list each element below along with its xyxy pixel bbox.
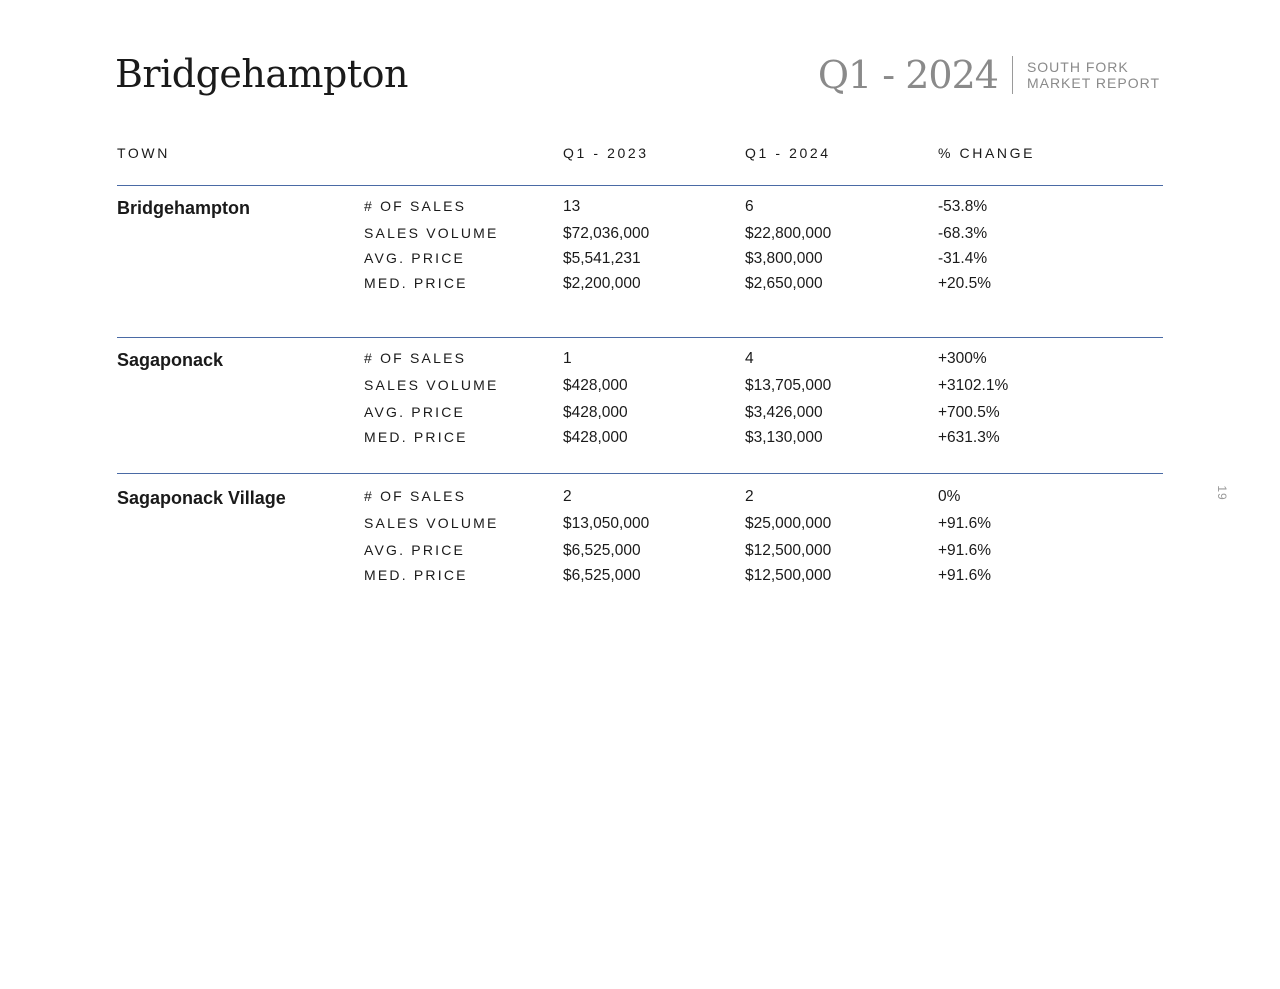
table-cell-change: +20.5% <box>938 275 992 292</box>
metric-label: # OF SALES <box>364 350 467 366</box>
table-cell-change: +91.6% <box>938 567 992 584</box>
report-name-line2: MARKET REPORT <box>1026 75 1160 91</box>
metric-label: AVG. PRICE <box>364 404 466 420</box>
table-cell-q1-2023: $6,525,000 <box>563 542 641 559</box>
table-cell-q1-2023: $5,541,231 <box>563 250 641 267</box>
metric-label: MED. PRICE <box>364 567 468 583</box>
column-header-change: % CHANGE <box>938 145 1036 161</box>
section-divider <box>117 473 1163 474</box>
column-header-town: TOWN <box>117 145 170 161</box>
table-cell-q1-2024: $2,650,000 <box>745 275 823 292</box>
section-divider <box>117 337 1163 338</box>
table-cell-change: +91.6% <box>938 542 992 559</box>
town-name: Bridgehampton <box>117 198 250 218</box>
table-cell-q1-2024: $12,500,000 <box>745 567 832 584</box>
table-cell-q1-2024: 2 <box>745 488 754 505</box>
column-header-q1-2023: Q1 - 2023 <box>563 145 649 161</box>
section-divider <box>117 185 1163 186</box>
report-name-line1: SOUTH FORK <box>1026 59 1129 75</box>
page-number: 19 <box>1215 485 1229 501</box>
table-cell-q1-2024: $22,800,000 <box>745 225 832 242</box>
column-header-q1-2024: Q1 - 2024 <box>745 145 831 161</box>
table-cell-change: -53.8% <box>938 198 988 215</box>
table-cell-change: +3102.1% <box>938 377 1009 394</box>
table-cell-q1-2023: $13,050,000 <box>563 515 650 532</box>
metric-label: AVG. PRICE <box>364 542 466 558</box>
header-divider <box>1012 56 1013 94</box>
table-cell-q1-2024: 6 <box>745 198 754 215</box>
metric-label: SALES VOLUME <box>364 377 499 393</box>
table-cell-q1-2024: $13,705,000 <box>745 377 832 394</box>
report-quarter: Q1 - 2024 <box>817 53 998 97</box>
table-cell-change: 0% <box>938 488 961 505</box>
town-name: Sagaponack Village <box>117 488 286 508</box>
page-title: Bridgehampton <box>115 52 408 96</box>
table-cell-q1-2024: $12,500,000 <box>745 542 832 559</box>
metric-label: SALES VOLUME <box>364 515 499 531</box>
metric-label: SALES VOLUME <box>364 225 499 241</box>
table-cell-q1-2024: $3,130,000 <box>745 429 823 446</box>
table-cell-q1-2024: $3,426,000 <box>745 404 823 421</box>
table-cell-change: +91.6% <box>938 515 992 532</box>
metric-label: MED. PRICE <box>364 275 468 291</box>
town-name: Sagaponack <box>117 350 224 370</box>
metric-label: # OF SALES <box>364 488 467 504</box>
table-cell-q1-2023: 1 <box>563 350 572 367</box>
table-cell-q1-2024: 4 <box>745 350 754 367</box>
table-cell-q1-2023: $428,000 <box>563 404 628 421</box>
metric-label: MED. PRICE <box>364 429 468 445</box>
table-cell-q1-2023: $72,036,000 <box>563 225 650 242</box>
metric-label: # OF SALES <box>364 198 467 214</box>
table-cell-change: -68.3% <box>938 225 988 242</box>
table-cell-change: -31.4% <box>938 250 988 267</box>
report-header <box>818 52 1160 98</box>
table-cell-q1-2023: $2,200,000 <box>563 275 641 292</box>
table-cell-q1-2023: $6,525,000 <box>563 567 641 584</box>
table-cell-q1-2023: 13 <box>563 198 581 215</box>
table-cell-change: +700.5% <box>938 404 1000 421</box>
table-cell-change: +631.3% <box>938 429 1000 446</box>
table-cell-change: +300% <box>938 350 987 367</box>
table-cell-q1-2023: $428,000 <box>563 377 628 394</box>
table-cell-q1-2023: 2 <box>563 488 572 505</box>
table-cell-q1-2024: $25,000,000 <box>745 515 832 532</box>
table-cell-q1-2024: $3,800,000 <box>745 250 823 267</box>
metric-label: AVG. PRICE <box>364 250 466 266</box>
report-name <box>1027 59 1160 91</box>
table-cell-q1-2023: $428,000 <box>563 429 628 446</box>
